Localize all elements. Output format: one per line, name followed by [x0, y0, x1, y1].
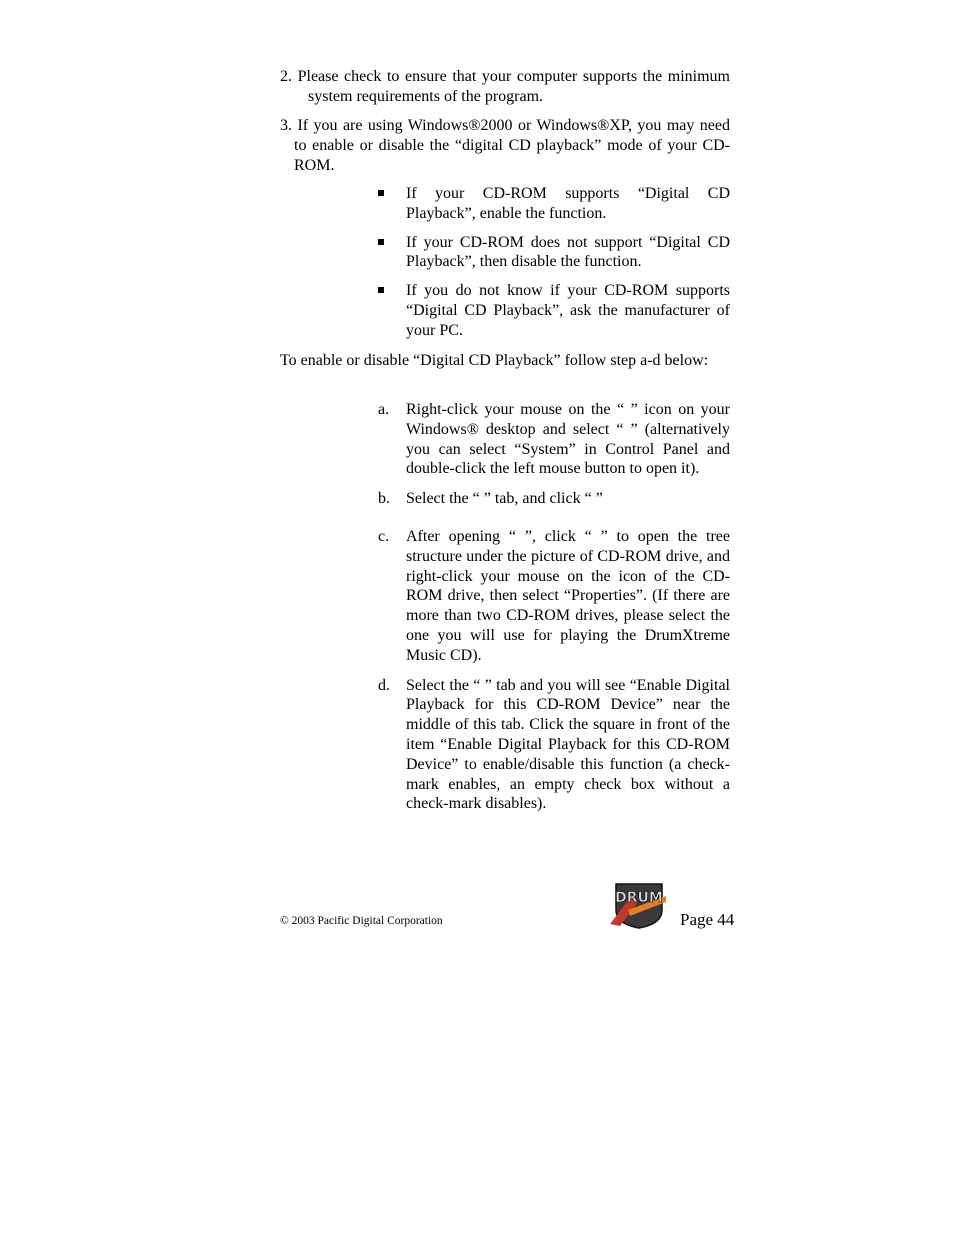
- list-item-2: [280, 67, 730, 107]
- item-3-number: 3.: [280, 117, 292, 134]
- bullet-item: [378, 184, 730, 224]
- step-label: d.: [378, 676, 390, 694]
- bullet-text: If your CD-ROM does not support “Digital CD Playback”, then disable the function.: [406, 233, 730, 271]
- page-number: Page 44: [680, 910, 735, 929]
- bullet-icon: [378, 239, 384, 245]
- item-3-text: If you are using Windows®2000 or Windows®XP, you may need to enable or disable the “digital CD playback” mode of your CD-ROM.: [294, 117, 731, 174]
- bullet-icon: [378, 190, 384, 196]
- bullet-text: If you do not know if your CD-ROM supports “Digital CD Playback”, ask the manufacturer of your PC.: [406, 282, 730, 339]
- steps-intro: [280, 351, 730, 371]
- step-text: After opening “ ”, click “ ” to open the tree structure under the picture of CD-ROM drive, and right-click your mouse on the icon of the CD-ROM drive, then select “Properties”. (If there are more than two CD-ROM drives, please select the one you will use for playing the DrumXtreme Music CD).: [406, 527, 730, 664]
- step-b: [378, 489, 730, 509]
- bullet-icon: [378, 287, 384, 293]
- bullet-item: [378, 281, 730, 340]
- intro-text: To enable or disable “Digital CD Playback” follow step a-d below:: [280, 352, 709, 369]
- bullet-item: [378, 233, 730, 273]
- list-item-3: [280, 116, 730, 175]
- step-label: a.: [378, 401, 390, 418]
- item-2-number: 2.: [280, 68, 292, 85]
- bullet-text: If your CD-ROM supports “Digital CD Playback”, enable the function.: [406, 185, 730, 222]
- item-2-paragraph: [280, 67, 730, 107]
- step-text: Right-click your mouse on the “ ” icon on your Windows® desktop and select “ ” (alternatively you can select “System” in Control Panel and double-click the left mouse button to open it).: [406, 401, 730, 478]
- item-3-paragraph: [280, 116, 730, 175]
- step-text: Select the “ ” tab, and click “ ”: [406, 490, 603, 508]
- step-text: Select the “ ” tab and you will see “Enable Digital Playback for this CD-ROM Device” near the middle of this tab. Click the square in front of the item “Enable Digital Playback for this CD-ROM Device” to enable/disable this function (a check-mark enables, an empty check box without a check-mark disables).: [406, 676, 730, 813]
- step-label: b.: [378, 490, 390, 508]
- step-d: [378, 676, 730, 815]
- copyright-text: © 2003 Pacific Digital Corporation: [280, 915, 443, 927]
- bullet-list: [378, 184, 730, 341]
- step-c: [378, 527, 730, 666]
- step-label: c.: [378, 527, 390, 545]
- drumxtreme-logo-icon: [608, 880, 670, 930]
- item-2-text: Please check to ensure that your computer supports the minimum system requirements of the program.: [297, 68, 731, 105]
- step-a: [378, 400, 730, 479]
- logo-lettering: DRUM: [615, 890, 663, 906]
- step-list: [378, 400, 730, 814]
